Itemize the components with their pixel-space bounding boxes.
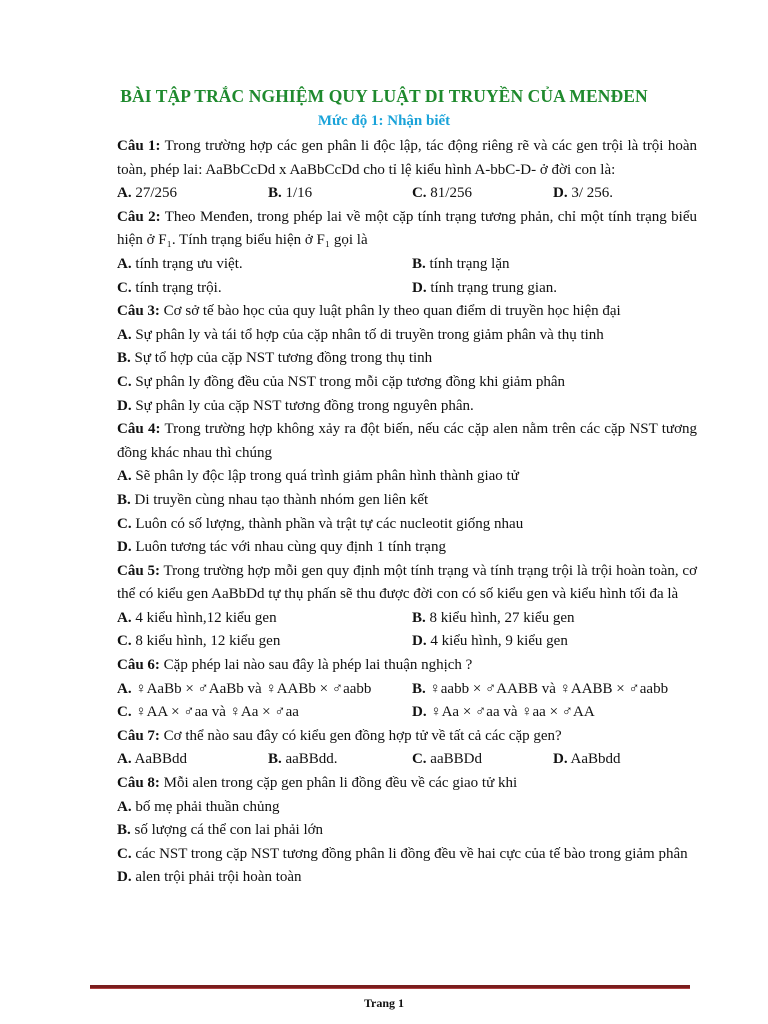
option-d: D. ♀Aa × ♂aa và ♀aa × ♂AA <box>412 704 595 721</box>
question-label: Câu 1: <box>117 138 161 154</box>
option-b: B. số lượng cá thể con lai phải lớn <box>117 822 324 839</box>
option-c: C. ♀AA × ♂aa và ♀Aa × ♂aa <box>117 704 299 721</box>
option-c: C. aaBBDd <box>411 751 482 768</box>
question-text: Cặp phép lai nào sau đây là phép lai thuận nghịch ? <box>159 657 473 674</box>
option-b: B. 1/16 <box>267 185 313 202</box>
question-7 <box>117 725 697 749</box>
options-row <box>117 701 697 725</box>
option-a: A. 4 kiểu hình,12 kiểu gen <box>117 609 277 626</box>
options-row <box>117 277 697 301</box>
option-a: A. bố mẹ phải thuần chủng <box>117 798 280 815</box>
question-text: Theo Menđen, trong phép lai về một cặp tính trạng tương phản, chỉ một tính trạng biểu hiện ở F₁. Tính trạng biểu hiện ở F₁ gọi là <box>117 208 697 249</box>
option-a: A. ♀AaBb × ♂AaBb và ♀AABb × ♂aabb <box>117 680 372 697</box>
option-c: C. tính trạng trội. <box>117 279 222 296</box>
option-b: B. aaBBdd. <box>267 751 338 768</box>
options-row <box>117 678 697 702</box>
question-1 <box>117 135 697 182</box>
page-subtitle: Mức độ 1: Nhận biết <box>317 113 451 129</box>
question-3 <box>117 300 697 324</box>
question-label: Câu 5: <box>117 562 160 579</box>
question-8 <box>117 772 697 796</box>
option-a: A. Sự phân ly và tái tổ hợp của cặp nhân tố di truyền trong giảm phân và thụ tinh <box>117 326 604 343</box>
options-row <box>117 630 697 654</box>
option-d: D. AaBbdd <box>552 751 621 768</box>
question-label: Câu 7: <box>117 727 160 744</box>
question-label: Câu 4: <box>117 421 161 438</box>
page-number: Trang 1 <box>363 996 405 1010</box>
option-b: B. Sự tổ hợp của cặp NST tương đồng trong thụ tinh <box>117 350 433 367</box>
question-list <box>117 135 697 890</box>
question-4 <box>117 418 697 465</box>
option-a: A. Sẽ phân ly độc lập trong quá trình giảm phân hình thành giao tử <box>117 468 519 485</box>
question-text: Trong trường hợp các gen phân li độc lập, tác động riêng rẽ và các gen trội là trội hoàn toàn, phép lai: AaBbCcDd x AaBbCcDd cho tỉ lệ kiểu hình A-bbC-D- ở đời con là: <box>117 138 697 178</box>
option-d: D. alen trội phải trội hoàn toàn <box>117 869 302 886</box>
question-text: Trong trường hợp mỗi gen quy định một tính trạng và tính trạng trội là trội hoàn toàn, cơ thể có kiểu gen AaBbDd tự thụ phấn sẽ thu được đời con có số kiểu gen và kiểu hình tối đa là <box>117 562 698 603</box>
question-text: Trong trường hợp không xảy ra đột biến, nếu các cặp alen nằm trên các cặp NST tương đồng khác nhau thì chúng <box>117 421 697 461</box>
option-c: C. Luôn có số lượng, thành phần và trật tự các nucleotit giống nhau <box>117 515 524 532</box>
question-label: Câu 3: <box>117 303 160 320</box>
option-a: A. 27/256 <box>117 185 178 202</box>
option-b: B. tính trạng lặn <box>412 255 510 272</box>
question-6 <box>117 654 697 678</box>
question-5 <box>117 560 697 607</box>
page-title: BÀI TẬP TRẮC NGHIỆM QUY LUẬT DI TRUYỀN CỦA MENĐEN <box>120 86 648 106</box>
question-2 <box>117 206 697 253</box>
question-label: Câu 8: <box>117 775 160 792</box>
option-c: C. các NST trong cặp NST tương đồng phân li đồng đều về hai cực của tế bào trong giảm phân <box>117 845 688 862</box>
option-b: B. Di truyền cùng nhau tạo thành nhóm gen liên kết <box>117 491 429 508</box>
option-c: C. Sự phân ly đồng đều của NST trong mỗi cặp tương đồng khi giảm phân <box>117 373 566 390</box>
options-row <box>117 748 697 772</box>
option-c: C. 8 kiểu hình, 12 kiểu gen <box>117 633 281 650</box>
option-b: B. 8 kiểu hình, 27 kiểu gen <box>412 609 575 626</box>
footer-rule <box>90 985 690 989</box>
question-label: Câu 6: <box>117 657 160 674</box>
question-label: Câu 2: <box>117 208 161 225</box>
options-row <box>117 607 697 631</box>
option-d: D. 4 kiểu hình, 9 kiểu gen <box>412 633 568 650</box>
option-d: D. Luôn tương tác với nhau cùng quy định 1 tính trạng <box>117 539 446 556</box>
question-text: Cơ sở tế bào học của quy luật phân ly theo quan điểm di truyền học hiện đại <box>159 303 621 320</box>
option-d: D. 3/ 256. <box>552 185 613 202</box>
question-text: Mỗi alen trong cặp gen phân li đồng đều về các giao tử khi <box>159 775 518 792</box>
option-c: C. 81/256 <box>411 185 472 202</box>
option-a: A. tính trạng ưu việt. <box>117 255 243 272</box>
option-d: D. tính trạng trung gian. <box>412 279 557 296</box>
option-d: D. Sự phân ly của cặp NST tương đồng trong nguyên phân. <box>117 397 474 414</box>
options-row <box>117 253 697 277</box>
options-row <box>117 182 697 206</box>
question-text: Cơ thể nào sau đây có kiểu gen đồng hợp tử về tất cả các cặp gen? <box>159 727 562 744</box>
option-b: B. ♀aabb × ♂AABB và ♀AABB × ♂aabb <box>412 680 669 697</box>
option-a: A. AaBBdd <box>117 751 188 768</box>
